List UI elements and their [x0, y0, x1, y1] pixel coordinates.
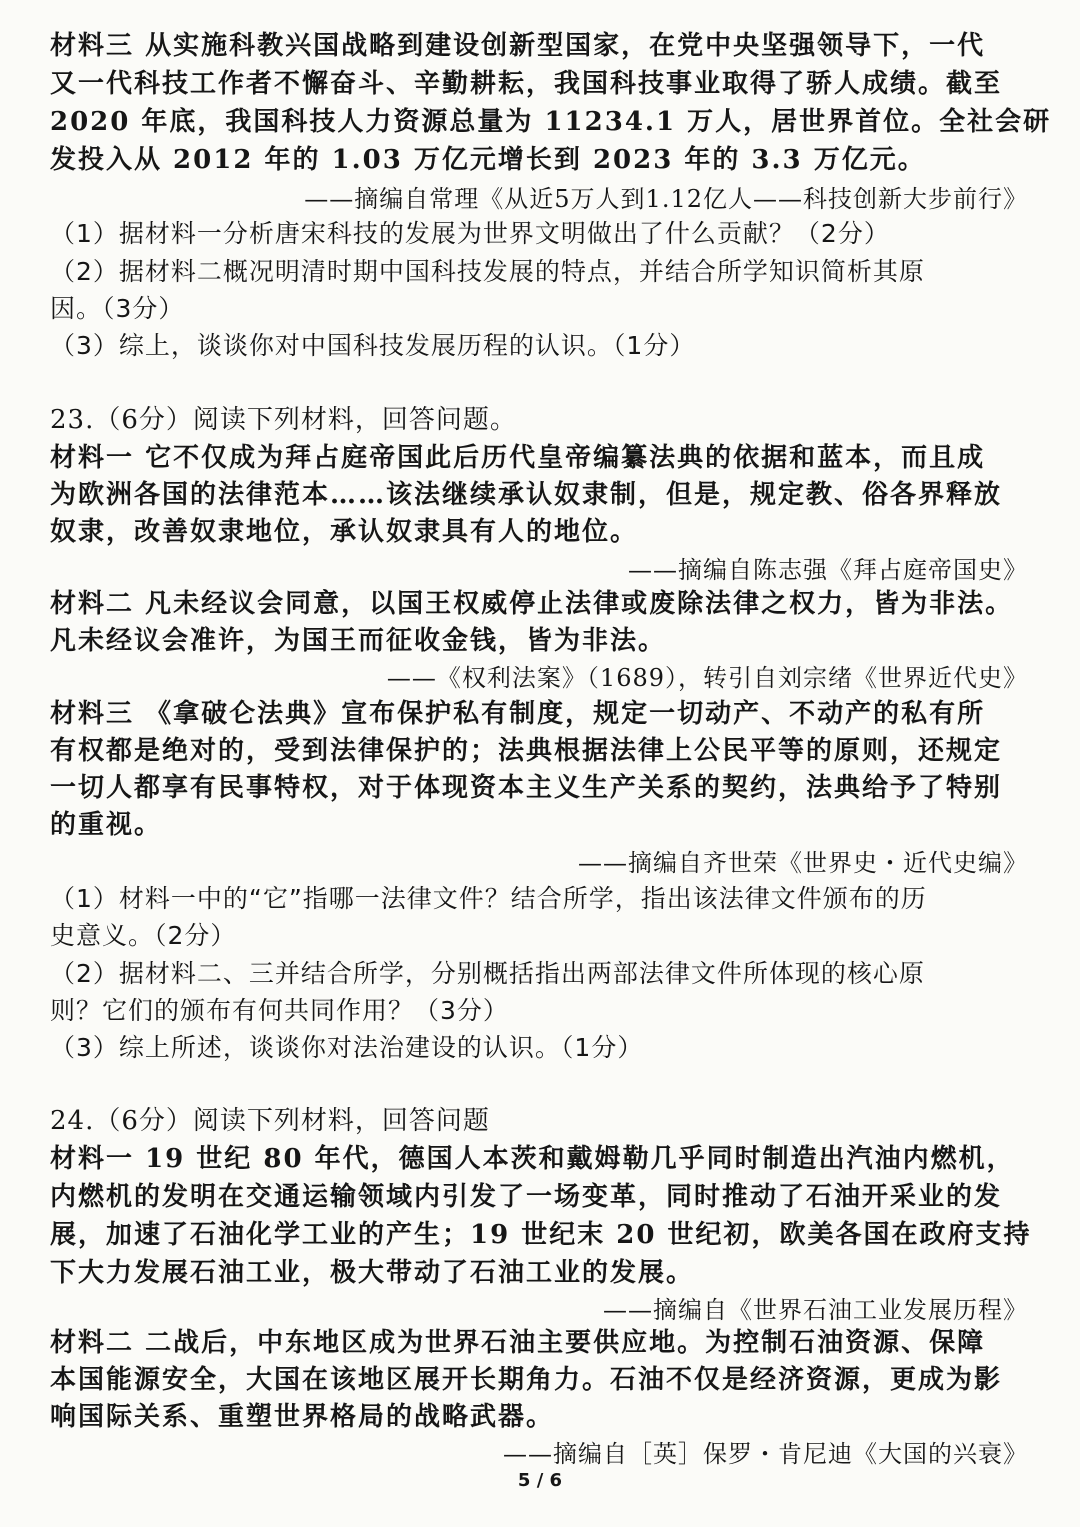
question-2-line-2: 因。（3分） [50, 294, 185, 323]
material-3-line-2: 有权都是绝对的，受到法律保护的；法典根据法律上公民平等的原则，还规定 [50, 736, 1003, 766]
source-citation: ——摘编自［英］保罗・肯尼迪《大国的兴衰》 [503, 1440, 1028, 1468]
material-label: 材料三 [50, 699, 135, 729]
material-1-line-3: 展，加速了石油化学工业的产生；19 世纪末 20 世纪初，欧美各国在政府支持 [50, 1220, 1032, 1250]
question-3: （3）综上所述，谈谈你对法治建设的认识。（1分） [50, 1033, 644, 1062]
material-label: 材料一 [50, 1144, 135, 1174]
material-3-line-3: 一切人都享有民事特权，对于体现资本主义生产关系的契约，法典给予了特别 [50, 773, 1003, 803]
material-label: 材料二 [50, 1328, 135, 1358]
question-3: （3）综上，谈谈你对中国科技发展历程的认识。（1分） [50, 331, 696, 360]
material-1-line-3: 奴隶，改善奴隶地位，承认奴隶具有人的地位。 [50, 517, 639, 547]
material-1-line-1: 材料一 19 世纪 80 年代，德国人本茨和戴姆勒几乎同时制造出汽油内燃机， [50, 1144, 1015, 1174]
source-citation: ——摘编自齐世荣《世界史・近代史编》 [578, 849, 1028, 877]
material-2-line-2: 本国能源安全，大国在该地区展开长期角力。石油不仅是经济资源，更成为影 [50, 1365, 1003, 1395]
source-citation: ——摘编自《世界石油工业发展历程》 [603, 1296, 1028, 1324]
material-3-line-2: 又一代科技工作者不懈奋斗、辛勤耕耘，我国科技事业取得了骄人成绩。截至 [50, 69, 1003, 99]
material-1-line-1: 材料一 它不仅成为拜占庭帝国此后历代皇帝编纂法典的依据和蓝本，而且成 [50, 443, 986, 473]
question-2-line-2: 则？它们的颁布有何共同作用？（3分） [50, 996, 509, 1025]
material-2-line-3: 响国际关系、重塑世界格局的战略武器。 [50, 1402, 555, 1432]
source-citation: ——《权利法案》（1689），转引自刘宗绪《世界近代史》 [386, 664, 1028, 692]
question-2-line-1: （2）据材料二、三并结合所学，分别概括指出两部法律文件所体现的核心原 [50, 959, 925, 988]
question-1: （1）据材料一分析唐宋科技的发展为世界文明做出了什么贡献？（2分） [50, 219, 890, 248]
source-citation: ——摘编自常理《从近5万人到1.12亿人——科技创新大步前行》 [304, 185, 1028, 213]
material-1-line-2: 为欧洲各国的法律范本……该法继续承认奴隶制，但是，规定教、俗各界释放 [50, 480, 1003, 510]
material-3-line-4: 发投入从 2012 年的 1.03 万亿元增长到 2023 年的 3.3 万亿元。 [50, 145, 926, 175]
material-label: 材料三 [50, 31, 135, 61]
material-1-line-2: 内燃机的发明在交通运输领域内引发了一场变革，同时推动了石油开采业的发 [50, 1182, 1003, 1212]
material-2-line-1: 材料二 二战后，中东地区成为世界石油主要供应地。为控制石油资源、保障 [50, 1328, 986, 1358]
material-2-line-1: 材料二 凡未经议会同意，以国王权威停止法律或废除法律之权力，皆为非法。 [50, 589, 1014, 619]
material-3-line-1: 材料三 从实施科教兴国战略到建设创新型国家，在党中央坚强领导下，一代 [50, 31, 986, 61]
material-3-line-3: 2020 年底，我国科技人力资源总量为 11234.1 万人，居世界首位。全社会研 [50, 107, 1052, 137]
question-24-heading: 24.（6分）阅读下列材料，回答问题 [50, 1106, 490, 1136]
material-3-line-1: 材料三 《拿破仑法典》宣布保护私有制度，规定一切动产、不动产的私有所 [50, 699, 986, 729]
material-1-line-4: 下大力发展石油工业，极大带动了石油工业的发展。 [50, 1258, 695, 1288]
material-label: 材料一 [50, 443, 135, 473]
material-3-line-4: 的重视。 [50, 810, 163, 840]
page-number: 5 / 6 [517, 1470, 563, 1491]
source-citation: ——摘编自陈志强《拜占庭帝国史》 [628, 556, 1028, 584]
material-label: 材料二 [50, 589, 135, 619]
question-2-line-1: （2）据材料二概况明清时期中国科技发展的特点，并结合所学知识简析其原 [50, 257, 925, 286]
question-1-line-2: 史意义。（2分） [50, 921, 237, 950]
question-23-heading: 23.（6分）阅读下列材料，回答问题。 [50, 405, 517, 435]
material-2-line-2: 凡未经议会准许，为国王而征收金钱，皆为非法。 [50, 626, 667, 656]
question-1-line-1: （1）材料一中的“它”指哪一法律文件？结合所学，指出该法律文件颁布的历 [50, 884, 927, 913]
